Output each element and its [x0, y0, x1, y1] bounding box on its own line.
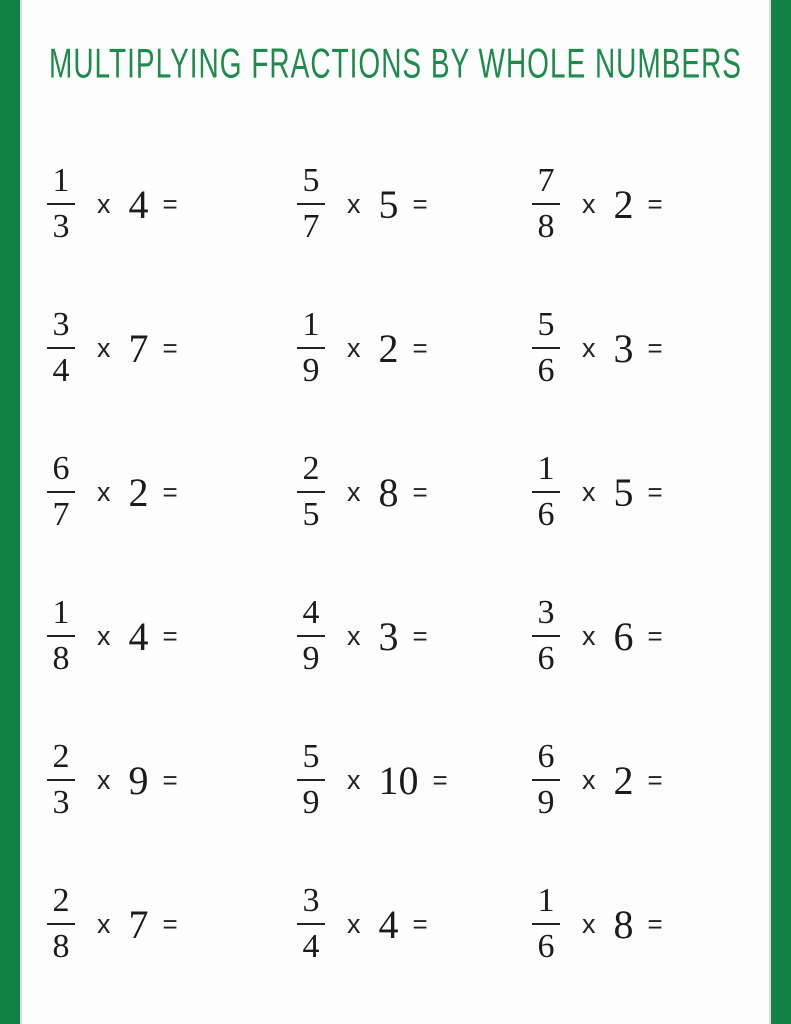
fraction-denominator: 5 — [302, 496, 320, 533]
fraction-bar — [297, 923, 325, 925]
equals-sign: = — [647, 476, 663, 507]
equals-sign: = — [412, 908, 428, 939]
multiplication-sign: x — [582, 764, 596, 795]
problem — [295, 595, 530, 676]
equals-sign: = — [647, 620, 663, 651]
fraction — [530, 163, 562, 244]
fraction-denominator: 9 — [302, 784, 320, 821]
equals-sign: = — [162, 188, 178, 219]
fraction — [295, 595, 327, 676]
multiplication-sign: x — [582, 188, 596, 219]
multiplication-sign: x — [97, 620, 111, 651]
multiplication-sign: x — [582, 908, 596, 939]
fraction-denominator: 3 — [52, 208, 70, 245]
multiplication-sign: x — [347, 908, 361, 939]
whole-number: 7 — [128, 325, 149, 371]
whole-number: 4 — [378, 901, 399, 947]
fraction-numerator: 1 — [537, 882, 555, 920]
whole-number: 3 — [378, 613, 399, 659]
whole-number: 8 — [378, 469, 399, 515]
equals-sign: = — [162, 764, 178, 795]
fraction-numerator: 3 — [302, 882, 320, 920]
fraction — [295, 883, 327, 964]
fraction-denominator: 4 — [52, 352, 70, 389]
whole-number: 9 — [128, 757, 149, 803]
fraction-bar — [532, 923, 560, 925]
fraction-denominator: 4 — [302, 928, 320, 965]
fraction — [45, 451, 77, 532]
multiplication-sign: x — [97, 908, 111, 939]
fraction-numerator: 5 — [302, 738, 320, 776]
fraction — [45, 307, 77, 388]
fraction-denominator: 6 — [537, 496, 555, 533]
fraction-denominator: 8 — [52, 928, 70, 965]
equals-sign: = — [412, 476, 428, 507]
problem — [295, 451, 530, 532]
fraction-bar — [532, 491, 560, 493]
equals-sign: = — [412, 188, 428, 219]
fraction-denominator: 7 — [52, 496, 70, 533]
fraction-bar — [47, 923, 75, 925]
problem — [530, 307, 761, 388]
equals-sign: = — [432, 764, 448, 795]
fraction-numerator: 4 — [302, 594, 320, 632]
multiplication-sign: x — [97, 188, 111, 219]
equals-sign: = — [647, 332, 663, 363]
fraction-bar — [532, 203, 560, 205]
whole-number: 2 — [378, 325, 399, 371]
whole-number: 2 — [613, 181, 634, 227]
problems-grid — [20, 132, 771, 996]
whole-number: 5 — [378, 181, 399, 227]
fraction — [295, 163, 327, 244]
fraction-bar — [532, 779, 560, 781]
multiplication-sign: x — [347, 188, 361, 219]
fraction-numerator: 1 — [302, 306, 320, 344]
fraction-denominator: 8 — [52, 640, 70, 677]
multiplication-sign: x — [582, 620, 596, 651]
fraction-denominator: 8 — [537, 208, 555, 245]
fraction-bar — [297, 347, 325, 349]
fraction-numerator: 6 — [52, 450, 70, 488]
fraction-denominator: 7 — [302, 208, 320, 245]
problem — [530, 739, 761, 820]
whole-number: 6 — [613, 613, 634, 659]
problem — [295, 307, 530, 388]
equals-sign: = — [647, 908, 663, 939]
whole-number: 4 — [128, 181, 149, 227]
equals-sign: = — [647, 188, 663, 219]
whole-number: 2 — [613, 757, 634, 803]
fraction-numerator: 5 — [537, 306, 555, 344]
problem — [45, 883, 295, 964]
fraction-denominator: 9 — [537, 784, 555, 821]
multiplication-sign: x — [97, 332, 111, 363]
fraction-bar — [47, 635, 75, 637]
whole-number: 3 — [613, 325, 634, 371]
fraction-numerator: 1 — [52, 162, 70, 200]
multiplication-sign: x — [347, 332, 361, 363]
multiplication-sign: x — [97, 476, 111, 507]
fraction-numerator: 3 — [52, 306, 70, 344]
fraction — [530, 451, 562, 532]
fraction-bar — [297, 779, 325, 781]
fraction — [45, 883, 77, 964]
whole-number: 8 — [613, 901, 634, 947]
fraction-bar — [47, 347, 75, 349]
multiplication-sign: x — [347, 476, 361, 507]
multiplication-sign: x — [347, 620, 361, 651]
fraction-bar — [532, 635, 560, 637]
problem — [530, 163, 761, 244]
equals-sign: = — [162, 620, 178, 651]
fraction-numerator: 2 — [52, 882, 70, 920]
fraction — [530, 883, 562, 964]
fraction-denominator: 6 — [537, 352, 555, 389]
problem — [45, 307, 295, 388]
problem — [295, 163, 530, 244]
problem — [45, 451, 295, 532]
multiplication-sign: x — [347, 764, 361, 795]
whole-number: 5 — [613, 469, 634, 515]
equals-sign: = — [412, 620, 428, 651]
multiplication-sign: x — [97, 764, 111, 795]
fraction-numerator: 2 — [302, 450, 320, 488]
problem — [530, 595, 761, 676]
fraction — [45, 163, 77, 244]
equals-sign: = — [162, 332, 178, 363]
fraction-numerator: 3 — [537, 594, 555, 632]
fraction-numerator: 1 — [52, 594, 70, 632]
problem — [295, 739, 530, 820]
fraction-numerator: 2 — [52, 738, 70, 776]
whole-number: 10 — [378, 757, 419, 803]
problem — [45, 595, 295, 676]
fraction — [295, 307, 327, 388]
fraction-denominator: 9 — [302, 640, 320, 677]
equals-sign: = — [412, 332, 428, 363]
fraction-bar — [47, 779, 75, 781]
fraction-numerator: 6 — [537, 738, 555, 776]
fraction-denominator: 9 — [302, 352, 320, 389]
multiplication-sign: x — [582, 332, 596, 363]
equals-sign: = — [162, 476, 178, 507]
fraction — [45, 595, 77, 676]
problem — [45, 163, 295, 244]
problem — [530, 451, 761, 532]
fraction-bar — [532, 347, 560, 349]
multiplication-sign: x — [582, 476, 596, 507]
fraction-denominator: 3 — [52, 784, 70, 821]
problem — [295, 883, 530, 964]
fraction-bar — [297, 203, 325, 205]
fraction-denominator: 6 — [537, 928, 555, 965]
fraction — [45, 739, 77, 820]
fraction-numerator: 7 — [537, 162, 555, 200]
fraction — [295, 451, 327, 532]
equals-sign: = — [162, 908, 178, 939]
fraction-denominator: 6 — [537, 640, 555, 677]
equals-sign: = — [647, 764, 663, 795]
fraction-numerator: 1 — [537, 450, 555, 488]
fraction-bar — [297, 635, 325, 637]
fraction — [530, 595, 562, 676]
problem — [45, 739, 295, 820]
fraction — [530, 739, 562, 820]
fraction-bar — [47, 491, 75, 493]
whole-number: 4 — [128, 613, 149, 659]
page-title: MULTIPLYING FRACTIONS BY WHOLE NUMBERS — [49, 40, 742, 87]
fraction — [295, 739, 327, 820]
whole-number: 2 — [128, 469, 149, 515]
fraction-numerator: 5 — [302, 162, 320, 200]
fraction-bar — [47, 203, 75, 205]
whole-number: 7 — [128, 901, 149, 947]
problem — [530, 883, 761, 964]
fraction — [530, 307, 562, 388]
fraction-bar — [297, 491, 325, 493]
